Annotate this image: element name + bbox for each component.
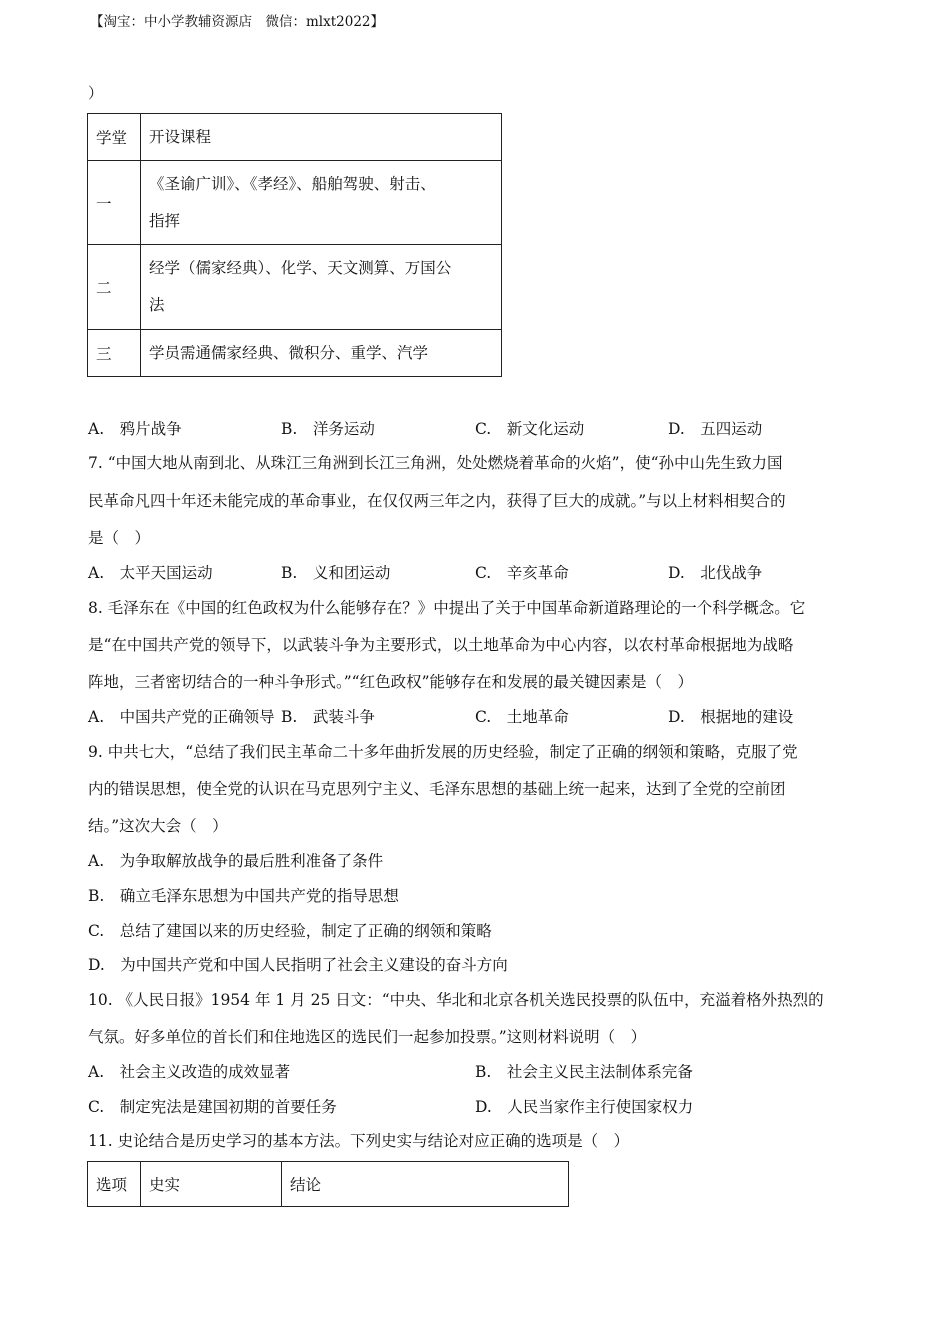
q8-option-a: A. 中国共产党的正确领导: [88, 708, 275, 726]
q7-option-a: A. 太平天国运动: [88, 564, 213, 582]
q8-option-d: D. 根据地的建设: [668, 708, 794, 726]
school-cell: 三: [88, 330, 141, 377]
school-cell: 二: [88, 245, 141, 330]
table-header-row: [88, 114, 502, 161]
q7-line-1: 7. “中国大地从南到北、从珠江三角洲到长江三角洲，处处燃烧着革命的火焰”，使“孙中山先生致力国: [88, 454, 783, 472]
school-courses-table: [87, 113, 502, 377]
q9-option-b: B. 确立毛泽东思想为中国共产党的指导思想: [88, 887, 399, 905]
table-row: [88, 161, 502, 245]
header-conclusion: 结论: [282, 1162, 569, 1207]
courses-line: 指挥: [149, 211, 181, 230]
table-row: [88, 330, 502, 377]
courses-cell: 学员需通儒家经典、微积分、重学、汽学: [141, 330, 502, 377]
table-header-row: [88, 1162, 569, 1207]
q10-option-a: A. 社会主义改造的成效显著: [88, 1063, 291, 1081]
q8-option-b: B. 武装斗争: [281, 708, 375, 726]
q6-option-c: C. 新文化运动: [475, 420, 585, 438]
courses-line: 经学（儒家经典）、化学、天文测算、万国公: [149, 259, 452, 277]
school-cell: 一: [88, 161, 141, 245]
q9-line-1: 9. 中共七大，“总结了我们民主革命二十多年曲折发展的历史经验，制定了正确的纲领和策略，克服了党: [88, 743, 798, 761]
q8-line-2: 是“在中国共产党的领导下，以武装斗争为主要形式，以土地革命为中心内容，以农村革命根据地为战略: [88, 636, 794, 654]
header-courses: 开设课程: [141, 114, 502, 161]
courses-cell: [141, 161, 502, 245]
q6-option-d: D. 五四运动: [668, 420, 763, 438]
table-row: [88, 245, 502, 330]
page-header: 【淘宝：中小学教辅资源店 微信：mlxt2022】: [90, 14, 385, 30]
q9-line-2: 内的错误思想，使全党的认识在马克思列宁主义、毛泽东思想的基础上统一起来，达到了全党的空前团: [88, 780, 786, 798]
q10-line-2: 气氛。好多单位的首长们和住地选区的选民们一起参加投票。”这则材料说明（ ）: [88, 1028, 647, 1046]
q11-line-1: 11. 史论结合是历史学习的基本方法。下列史实与结论对应正确的选项是（ ）: [88, 1132, 630, 1150]
q10-option-c: C. 制定宪法是建国初期的首要任务: [88, 1098, 337, 1116]
q9-option-c: C. 总结了建国以来的历史经验，制定了正确的纲领和策略: [88, 922, 492, 940]
q7-option-c: C. 辛亥革命: [475, 564, 569, 582]
q7-option-d: D. 北伐战争: [668, 564, 763, 582]
header-school: 学堂: [88, 114, 141, 161]
q8-option-c: C. 土地革命: [475, 708, 569, 726]
q6-option-a: A. 鸦片战争: [88, 420, 182, 438]
q10-option-d: D. 人民当家作主行使国家权力: [475, 1098, 694, 1116]
q9-option-d: D. 为中国共产党和中国人民指明了社会主义建设的奋斗方向: [88, 956, 508, 974]
q7-line-2: 民革命凡四十年还未能完成的革命事业，在仅仅两三年之内，获得了巨大的成就。”与以上材料相契合的: [88, 492, 786, 510]
history-conclusion-table: [87, 1161, 569, 1207]
q7-line-3: 是（ ）: [88, 529, 151, 547]
q10-option-b: B. 社会主义民主法制体系完备: [475, 1063, 693, 1081]
q10-line-1: 10. 《人民日报》1954 年 1 月 25 日文：“中央、华北和北京各机关选民投票的队伍中，充溢着格外热烈的: [88, 991, 824, 1009]
q8-line-3: 阵地，三者密切结合的一种斗争形式。”“红色政权”能够存在和发展的最关键因素是（ ）: [88, 673, 694, 691]
q7-option-b: B. 义和团运动: [281, 564, 391, 582]
header-option: 选项: [88, 1162, 141, 1207]
q8-line-1: 8. 毛泽东在《中国的红色政权为什么能够存在？》中提出了关于中国革命新道路理论的一个科学概念。它: [88, 599, 806, 617]
q9-option-a: A. 为争取解放战争的最后胜利准备了条件: [88, 852, 384, 870]
header-fact: 史实: [141, 1162, 282, 1207]
question-6-tail: ）: [88, 84, 104, 102]
courses-cell: [141, 245, 502, 330]
courses-line: 《圣谕广训》、《孝经》、船舶驾驶、射击、: [149, 174, 436, 193]
q9-line-3: 结。”这次大会（ ）: [88, 817, 228, 835]
courses-line: 法: [149, 296, 165, 314]
q6-option-b: B. 洋务运动: [281, 420, 375, 438]
